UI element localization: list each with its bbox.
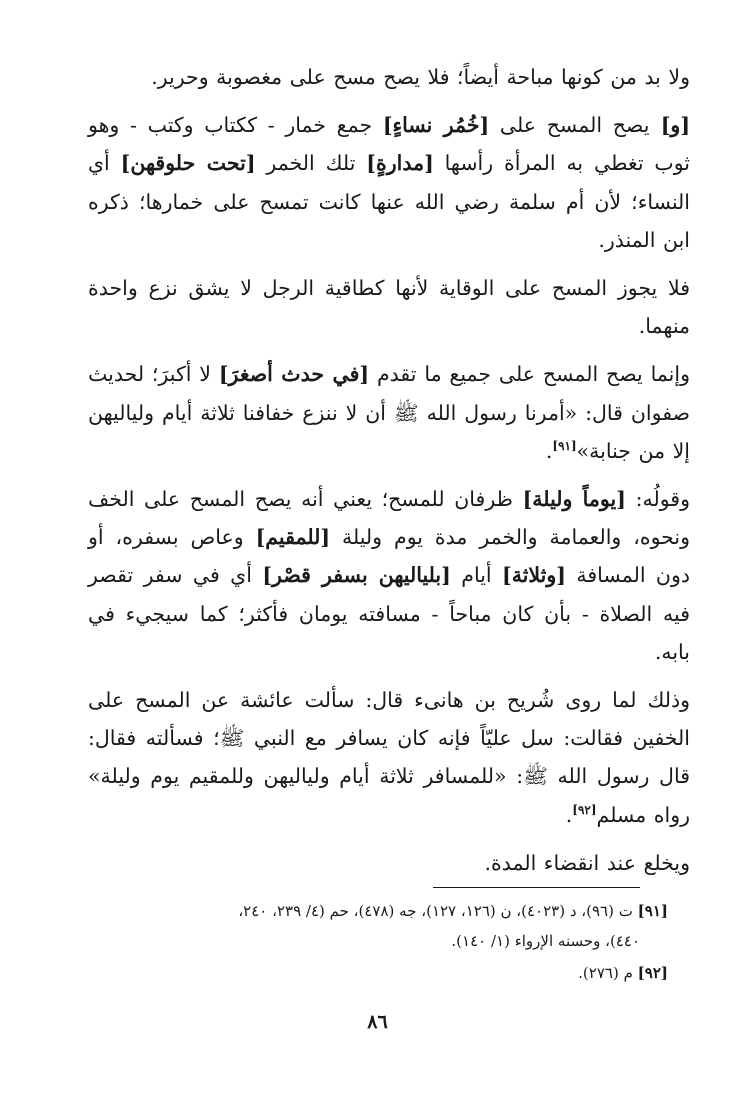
footnote-91	[88, 896, 668, 926]
body-text: .	[565, 802, 573, 827]
bold-matn-text: [خُمُر نساءٍ]	[382, 113, 490, 138]
paragraph	[88, 480, 690, 671]
body-text: يصح المسح على	[489, 113, 650, 138]
body-text: وعاص بسفره، أو دون المسافة	[88, 525, 691, 588]
paragraph	[88, 844, 690, 882]
page-number: ٨٦	[367, 1011, 388, 1033]
paragraph	[88, 58, 690, 96]
footnote-text: ٤٤٠)، وحسنه الإرواء (١/ ١٤٠).	[451, 932, 640, 950]
body-text: وذلك لما روى شُريح بن هانىء قال: سألت عائشة عن المسح على الخفين فقالت: سل عليّاً فإنه كان يسافر مع النبي ﷺ؛ فسألته فقال: قال رسول الله ﷺ: «للمسافر ثلاثة أيام ولياليهن وللمقيم يوم وليلة» رواه مسلم	[88, 688, 690, 827]
bold-matn-text: [بلياليهن بسفر قصْر]	[262, 563, 451, 588]
bold-matn-text: [يوماً وليلة]	[522, 487, 626, 512]
body-text: فلا يجوز المسح على الوقاية لأنها كطاقية الرجل لا يشق نزع واحدة منهما.	[88, 276, 690, 339]
footnote-ref: [٩٢]	[637, 964, 668, 982]
body-text: وإنما يصح المسح على جميع ما تقدم	[369, 362, 690, 387]
footnote-text: م (٢٧٦).	[578, 964, 633, 982]
paragraph	[88, 106, 690, 259]
footnotes	[88, 896, 668, 988]
footnote-91-continued	[88, 926, 668, 956]
bold-matn-text: [تحت حلوقهن]	[120, 151, 256, 176]
body-text: ظرفان للمسح؛ يعني أنه يصح المسح على الخف ونحوه، والعمامة والخمر مدة يوم وليلة	[88, 487, 690, 550]
paragraph	[88, 269, 690, 345]
main-text	[88, 58, 690, 882]
footnote-92	[88, 958, 668, 988]
footnote-marker: [٩١]	[552, 439, 577, 453]
body-text: أيام	[450, 563, 503, 588]
footnote-text: ت (٩٦)، د (٤٠٢٣)، ن (١٢٦، ١٢٧)، جه (٤٧٨)، حم (٤/ ٢٣٩، ٢٤٠،	[238, 902, 633, 920]
body-text: أي في سفر تقصر فيه الصلاة - بأن كان مباحاً - مسافته يومان فأكثر؛ كما سيجيء في بابه.	[88, 563, 690, 664]
body-text: ولا بد من كونها مباحة أيضاً؛ فلا يصح مسح على مغصوبة وحرير.	[151, 65, 690, 89]
body-text: جمع خمار - ككتاب وكتب - وهو ثوب تغطي به المرأة رأسها	[88, 113, 691, 176]
body-text: وقولُه:	[625, 487, 691, 512]
body-text: ويخلع عند انقضاء المدة.	[484, 850, 690, 875]
bold-matn-text: [وثلاثة]	[502, 563, 566, 588]
body-text: أي النساء؛ لأن أم سلمة رضي الله عنها كانت تمسح على خمارها؛ ذكره ابن المنذر.	[88, 151, 690, 252]
bold-matn-text: [في حدث أصغرَ]	[218, 362, 370, 387]
bold-matn-text: [مدارةٍ]	[366, 151, 434, 176]
body-text: لا أكبرَ؛ لحديث صفوان قال: «أمرنا رسول الله ﷺ أن لا ننزع خفافنا ثلاثة أيام ولياليهن إلا من جنابة»	[88, 362, 690, 463]
footnote-marker: [٩٢]	[572, 802, 597, 817]
footnote-divider	[433, 887, 640, 888]
bold-matn-text: [و]	[649, 113, 691, 138]
body-text: تلك الخمر	[255, 151, 367, 176]
bold-matn-text: [للمقيم]	[255, 525, 331, 550]
paragraph	[88, 681, 690, 834]
body-text: .	[545, 438, 553, 463]
footnote-ref: [٩١]	[637, 902, 668, 920]
paragraph	[88, 355, 690, 470]
